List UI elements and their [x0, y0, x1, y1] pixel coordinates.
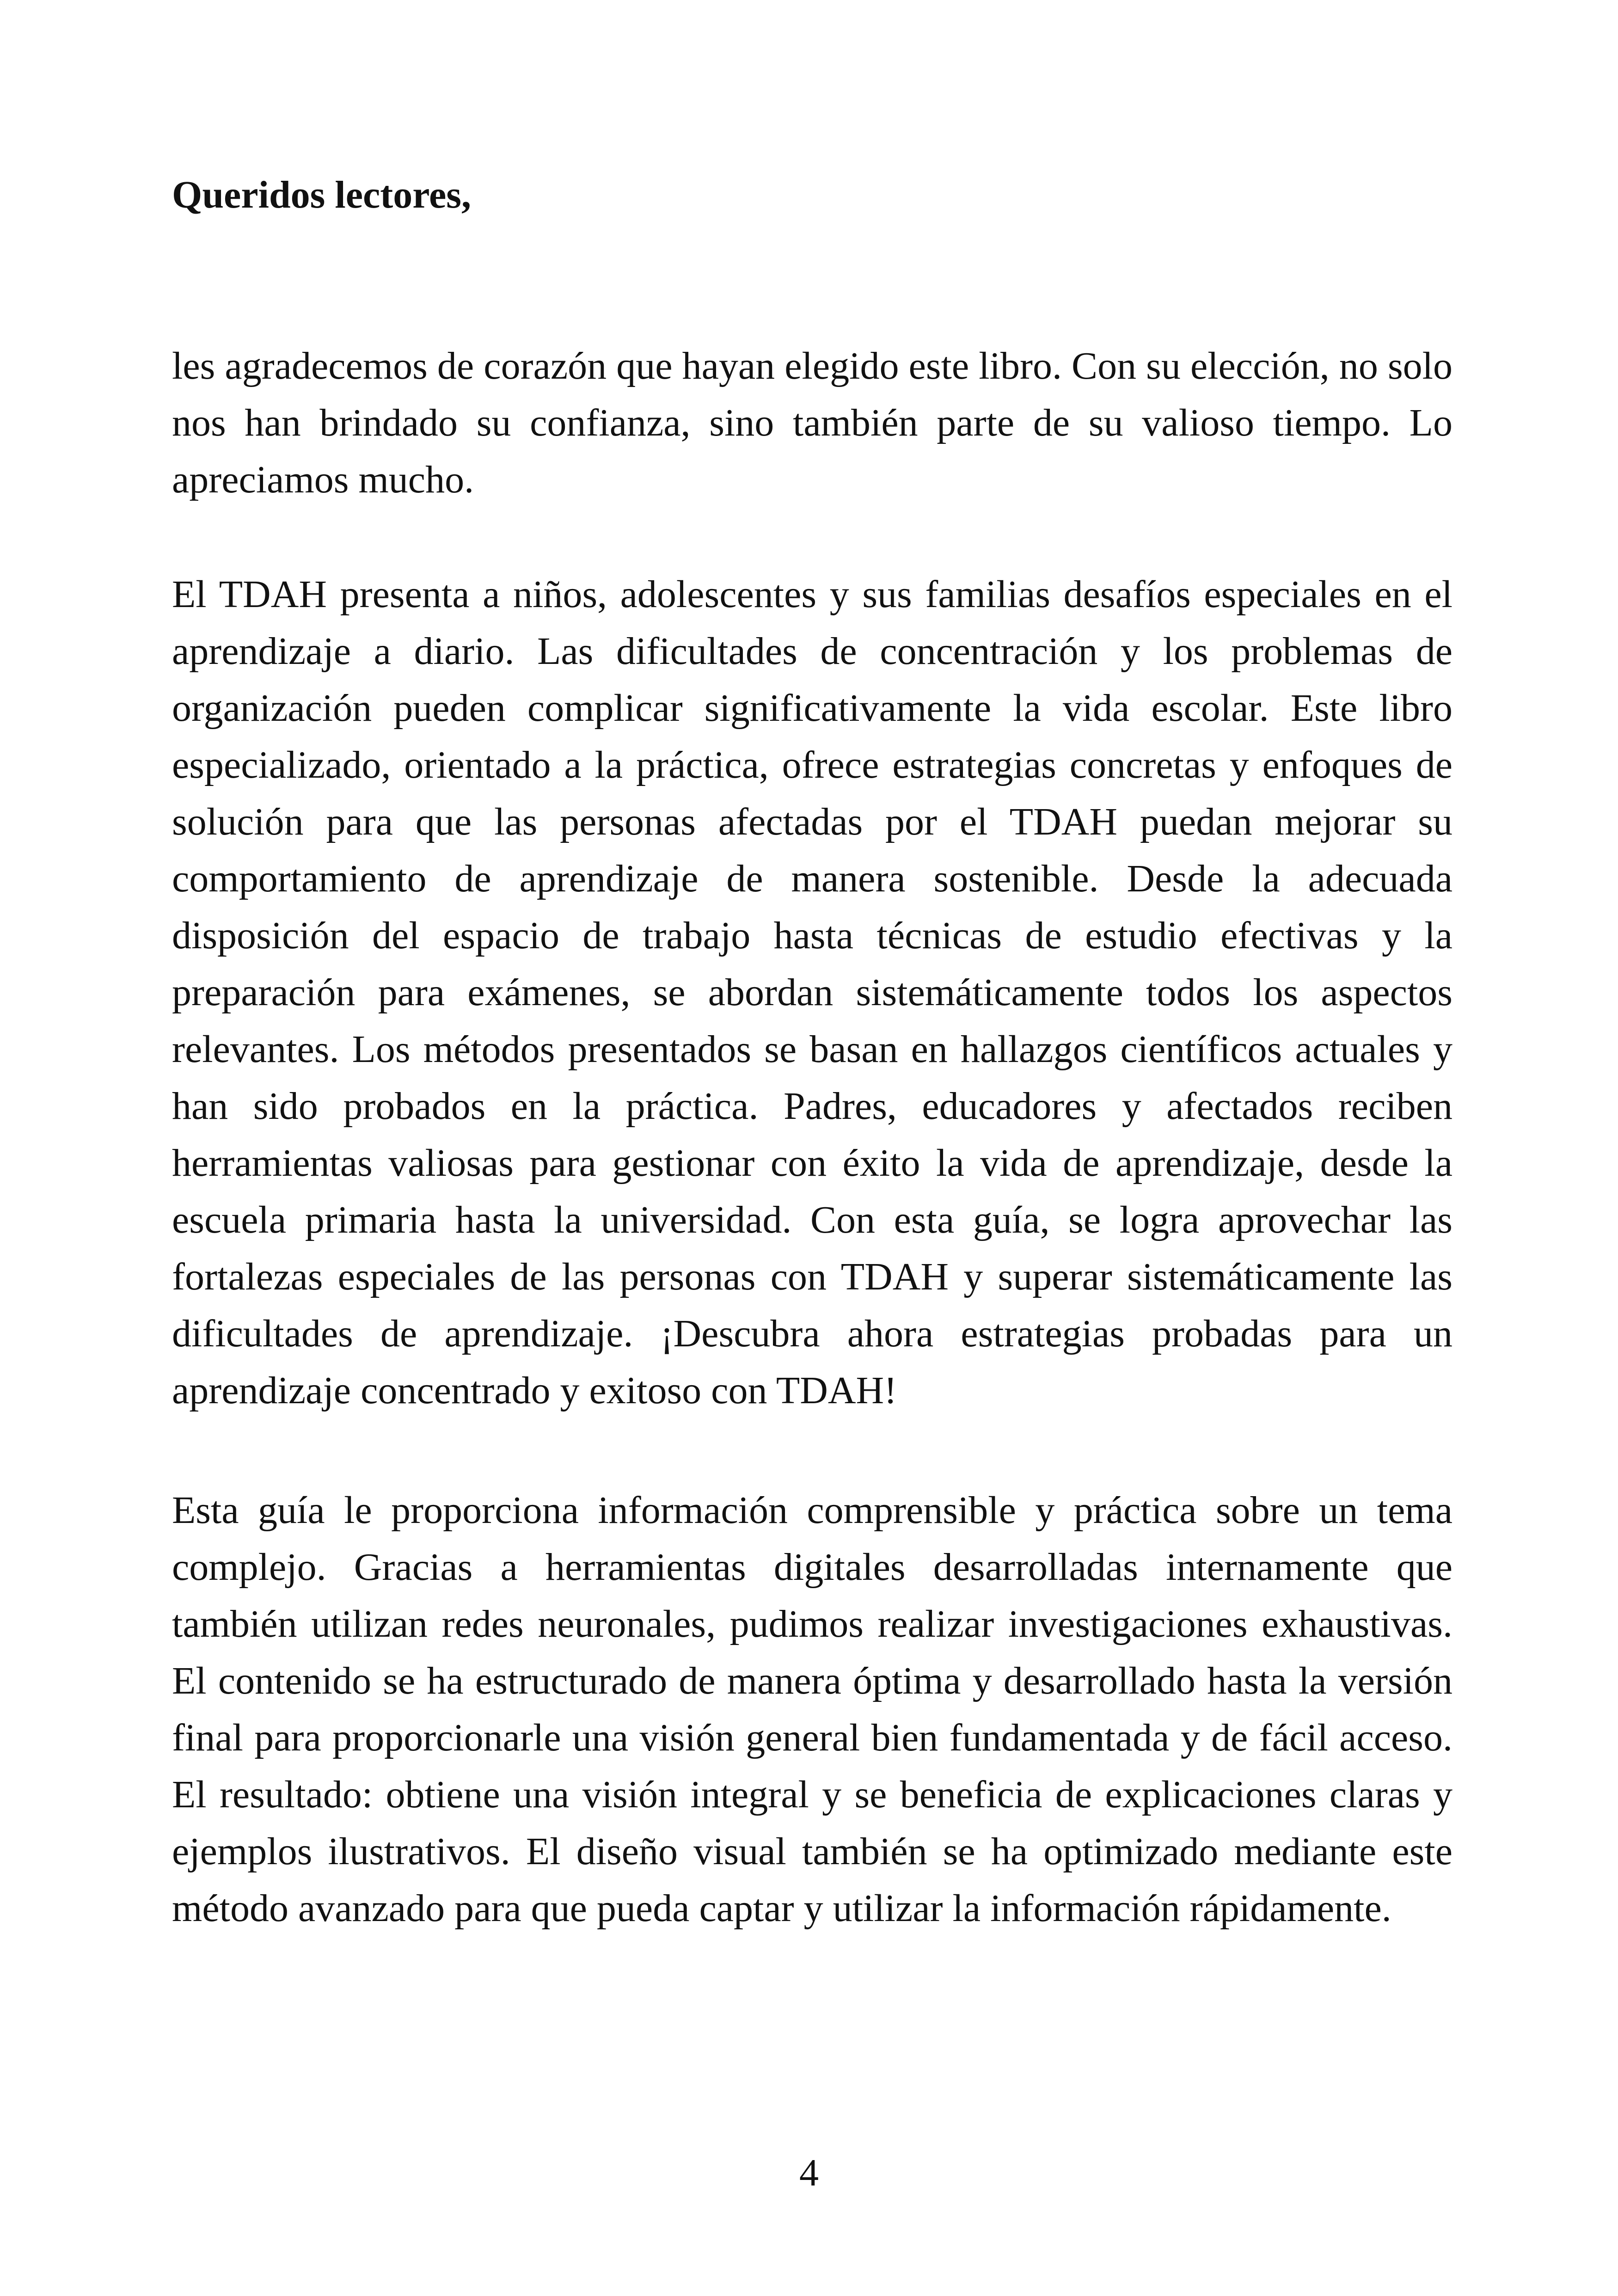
paragraph-book-description: El TDAH presenta a niños, adolescentes y sus familias desafíos especiales en el aprendizaje a diario. Las dificultades de concentración y los problemas de organización pueden complicar significativamente la vida escolar. Este libro especializado, orientado a la práctica, ofrece estrategias concretas y enfoques de solución para que las personas afectadas por el TDAH puedan mejorar su comportamiento de aprendizaje de manera sostenible. Desde la adecuada disposición del espacio de trabajo hasta técnicas de estudio efectivas y la preparación para exámenes, se abordan sistemáticamente todos los aspectos relevantes. Los métodos presentados se basan en hallazgos científicos actuales y han sido probados en la práctica. Padres, educadores y afectados reciben herramientas valiosas para gestionar con éxito la vida de aprendizaje, desde la escuela primaria hasta la universidad. Con esta guía, se logra aprovechar las fortalezas especiales de las personas con TDAH y superar sistemáticamente las dificultades de aprendizaje. ¡Descubra ahora estrategias probadas para un aprendizaje concentrado y exitoso con TDAH!: [172, 573, 1453, 1412]
salutation-heading: Queridos lectores,: [172, 173, 471, 216]
paragraph-thanks: les agradecemos de corazón que hayan elegido este libro. Con su elección, no solo nos han brindado su confianza, sino también parte de su valioso tiempo. Lo apreciamos mucho.: [172, 344, 1453, 501]
paragraph-guide-method: Esta guía le proporciona información comprensible y práctica sobre un tema complejo. Gracias a herramientas digitales desarrolladas internamente que también utilizan redes neuronales, pudimos realizar investigaciones exhaustivas. El contenido se ha estructurado de manera óptima y desarrollado hasta la versión final para proporcionarle una visión general bien fundamentada y de fácil acceso. El resultado: obtiene una visión integral y se beneficia de explicaciones claras y ejemplos ilustrativos. El diseño visual también se ha optimizado mediante este método avanzado para que pueda captar y utilizar la información rápidamente.: [172, 1489, 1453, 1930]
page-number: 4: [799, 2151, 819, 2194]
